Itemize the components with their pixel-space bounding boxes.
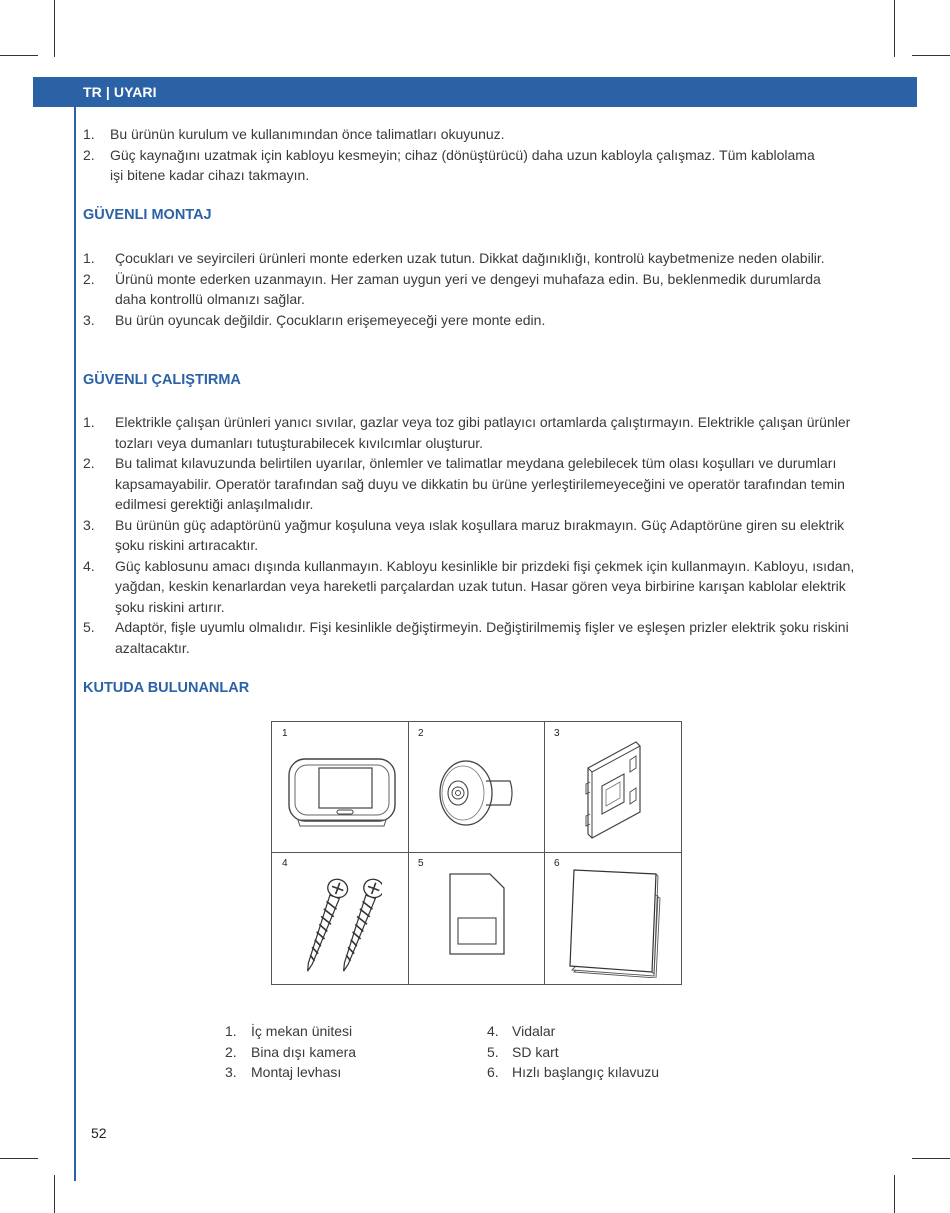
safe-operation-list xyxy=(83,412,869,658)
crop-mark xyxy=(0,1158,38,1159)
box-cell-mounting-plate: 3 xyxy=(544,722,683,852)
list-item: 1. Bu ürünün kurulum ve kullanımından önce talimatları okuyunuz. xyxy=(83,126,505,142)
crop-mark xyxy=(54,0,55,57)
section-title-box-contents: KUTUDA BULUNANLAR xyxy=(83,680,250,696)
page-number: 52 xyxy=(91,1125,107,1141)
box-cell-quick-guide: 6 xyxy=(544,852,683,985)
list-item: 3. Montaj levhası xyxy=(225,1064,342,1080)
mounting-plate-icon xyxy=(582,738,646,842)
list-item: 1. Çocukları ve seyircileri ürünleri monte ederken uzak tutun. Dikkat dağınıklığı, kontrolü kaybetmenize neden olabilir. xyxy=(83,250,825,266)
list-item: 2. Bu talimat kılavuzunda belirtilen uyarılar, önlemler ve talimatlar meydana gelebilecek tüm olası koşulları ve durumları kapsamayabilir. Operatör tarafından sağ duyu ve dikkatin bu ürüne yerleştirilemeyeceğini ve operatör tarafından temin edilmesi gerektiği anlaşılmalıdır. xyxy=(83,455,845,512)
list-item: 1. İç mekan ünitesi xyxy=(225,1023,353,1039)
box-cell-door-camera: 2 xyxy=(408,722,544,852)
crop-mark xyxy=(54,1175,55,1213)
list-item: 5. SD kart xyxy=(487,1043,559,1060)
left-accent-rule xyxy=(74,77,76,1181)
list-item: 2. Bina dışı kamera xyxy=(225,1043,357,1060)
header-band xyxy=(33,77,917,107)
box-contents-list-left xyxy=(225,1021,425,1083)
list-item: 6. Hızlı başlangıç kılavuzu xyxy=(487,1064,660,1080)
list-item: 2. Güç kaynağını uzatmak için kabloyu kesmeyin; cihaz (dönüştürücü) daha uzun kabloyla çalışmaz. Tüm kablolama işi bitene kadar cihazı takmayın. xyxy=(83,146,815,183)
sd-card-icon xyxy=(448,872,506,956)
section-title-safe-mounting: GÜVENLI MONTAJ xyxy=(83,207,212,223)
section-title-safe-operation: GÜVENLI ÇALIŞTIRMA xyxy=(83,372,241,388)
intro-list xyxy=(83,124,823,186)
screws-icon xyxy=(302,874,382,978)
crop-mark xyxy=(894,0,895,57)
door-camera-icon xyxy=(436,758,518,828)
list-item: 4. Vidalar xyxy=(487,1023,556,1039)
safe-mounting-list xyxy=(83,248,843,330)
box-cell-indoor-unit: 1 xyxy=(272,722,408,852)
box-cell-sd-card: 5 xyxy=(408,852,544,985)
list-item: 5. Adaptör, fişle uyumlu olmalıdır. Fişi kesinlikle değiştirmeyin. Değiştirilmemiş fişler ve eşleşen prizler elektrik şoku riskini azaltacaktır. xyxy=(83,619,849,656)
box-contents-list-right xyxy=(487,1021,707,1083)
box-cell-screws: 4 xyxy=(272,852,408,985)
crop-mark xyxy=(0,55,38,56)
crop-mark xyxy=(894,1175,895,1213)
list-item: 2. Ürünü monte ederken uzanmayın. Her zaman uygun yeri ve dengeyi muhafaza edin. Bu, beklenmedik durumlarda daha kontrollü olmanızı sağlar. xyxy=(83,270,821,307)
indoor-monitor-icon xyxy=(286,756,398,828)
page-title: TR | UYARI xyxy=(83,84,157,100)
list-item: 3. Bu ürün oyuncak değildir. Çocukların erişemeyeceği yere monte edin. xyxy=(83,311,546,328)
crop-mark xyxy=(912,1158,950,1159)
crop-mark xyxy=(912,55,950,56)
box-contents-grid xyxy=(271,721,682,985)
quick-guide-icon xyxy=(566,868,662,978)
list-item: 4. Güç kablosunu amacı dışında kullanmayın. Kabloyu kesinlikle bir prizdeki fişi çekmek için kullanmayın. Kabloyu, ısıdan, yağdan, keskin kenarlardan veya hareketli parçalardan uzak tutun. Hasar gören veya birbirine karışan kablolar elektrik şoku riskini artırır. xyxy=(83,557,855,615)
list-item: 3. Bu ürünün güç adaptörünü yağmur koşuluna veya ıslak koşullara maruz bırakmayın. Güç Adaptörüne giren su elektrik şoku riskini artıracaktır. xyxy=(83,516,845,553)
list-item: 1. Elektrikle çalışan ürünleri yanıcı sıvılar, gazlar veya toz gibi patlayıcı ortamlarda çalıştırmayın. Elektrikle çalışan ürünler tozları veya dumanları tutuşturabilecek kıvılcımlar oluşturur. xyxy=(83,414,851,451)
